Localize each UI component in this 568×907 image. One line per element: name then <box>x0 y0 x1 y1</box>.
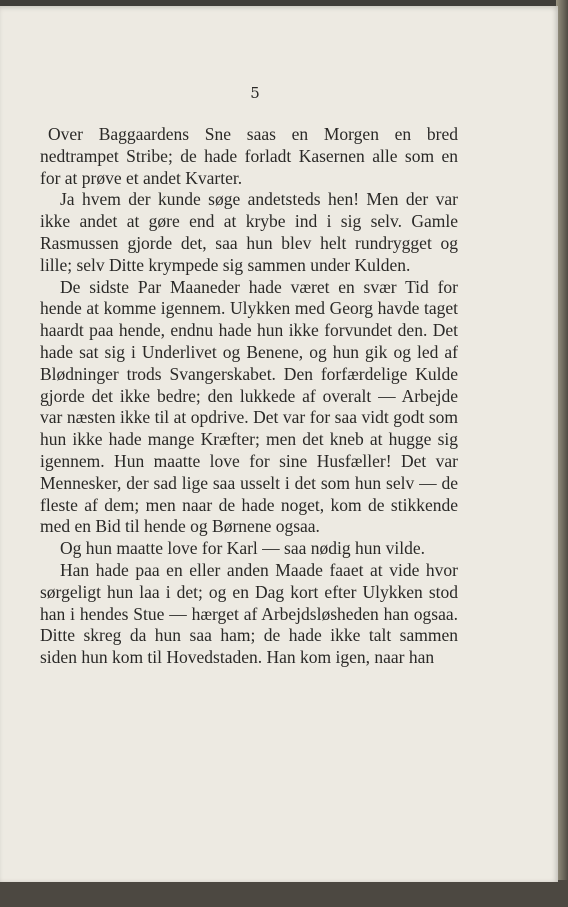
book-page <box>0 6 558 882</box>
paragraph: Han hade paa en eller anden Maade faaet at vide hvor sørgeligt hun laa i det; og en Dag kort efter Ulykken stod han i hendes Stue — hærget af Arbejdsløsheden han ogsaa. Ditte skreg da hun saa ham; de hade ikke talt sammen siden hun kom til Hovedstaden. Han kom igen, naar han <box>40 559 458 668</box>
scan-bottom-edge <box>0 880 568 907</box>
paragraph: Ja hvem der kunde søge andetsteds hen! Men der var ikke andet at gøre end at krybe ind i sig selv. Gamle Rasmussen gjorde det, saa hun blev helt rundrygget og lille; selv Ditte krympede sig sammen under Kulden. <box>40 189 458 275</box>
paragraph: De sidste Par Maaneder hade været en svær Tid for hende at komme igennem. Ulykken med Georg havde taget haardt paa hende, endnu hade hun ikke forvundet den. Det hade sat sig i Underlivet og Benene, og hun gik og led af Blødninger trods Svangerskabet. Den forfærdelige Kulde gjorde det ikke bedre; den lukkede af overalt — Arbejde var næsten ikke til at opdrive. Det var for saa vidt godt som hun ikke hade mange Kræfter; men det kneb at hugge sig igennem. Hun maatte love for sine Husfæller! Det var Mennesker, der sad lige saa usselt i det som hun selv — de fleste af dem; men naar de hade noget, kom de stikkende med en Bid til hende og Børnene ogsaa. <box>40 276 458 537</box>
paragraph: Over Baggaardens Sne saas en Morgen en bred nedtrampet Stribe; de hade forladt Kasernen alle som en for at prøve et andet Kvarter. <box>40 124 458 188</box>
body-text <box>40 124 458 669</box>
paragraph: Og hun maatte love for Karl — saa nødig hun vilde. <box>60 538 425 559</box>
page-number: 5 <box>250 84 260 102</box>
